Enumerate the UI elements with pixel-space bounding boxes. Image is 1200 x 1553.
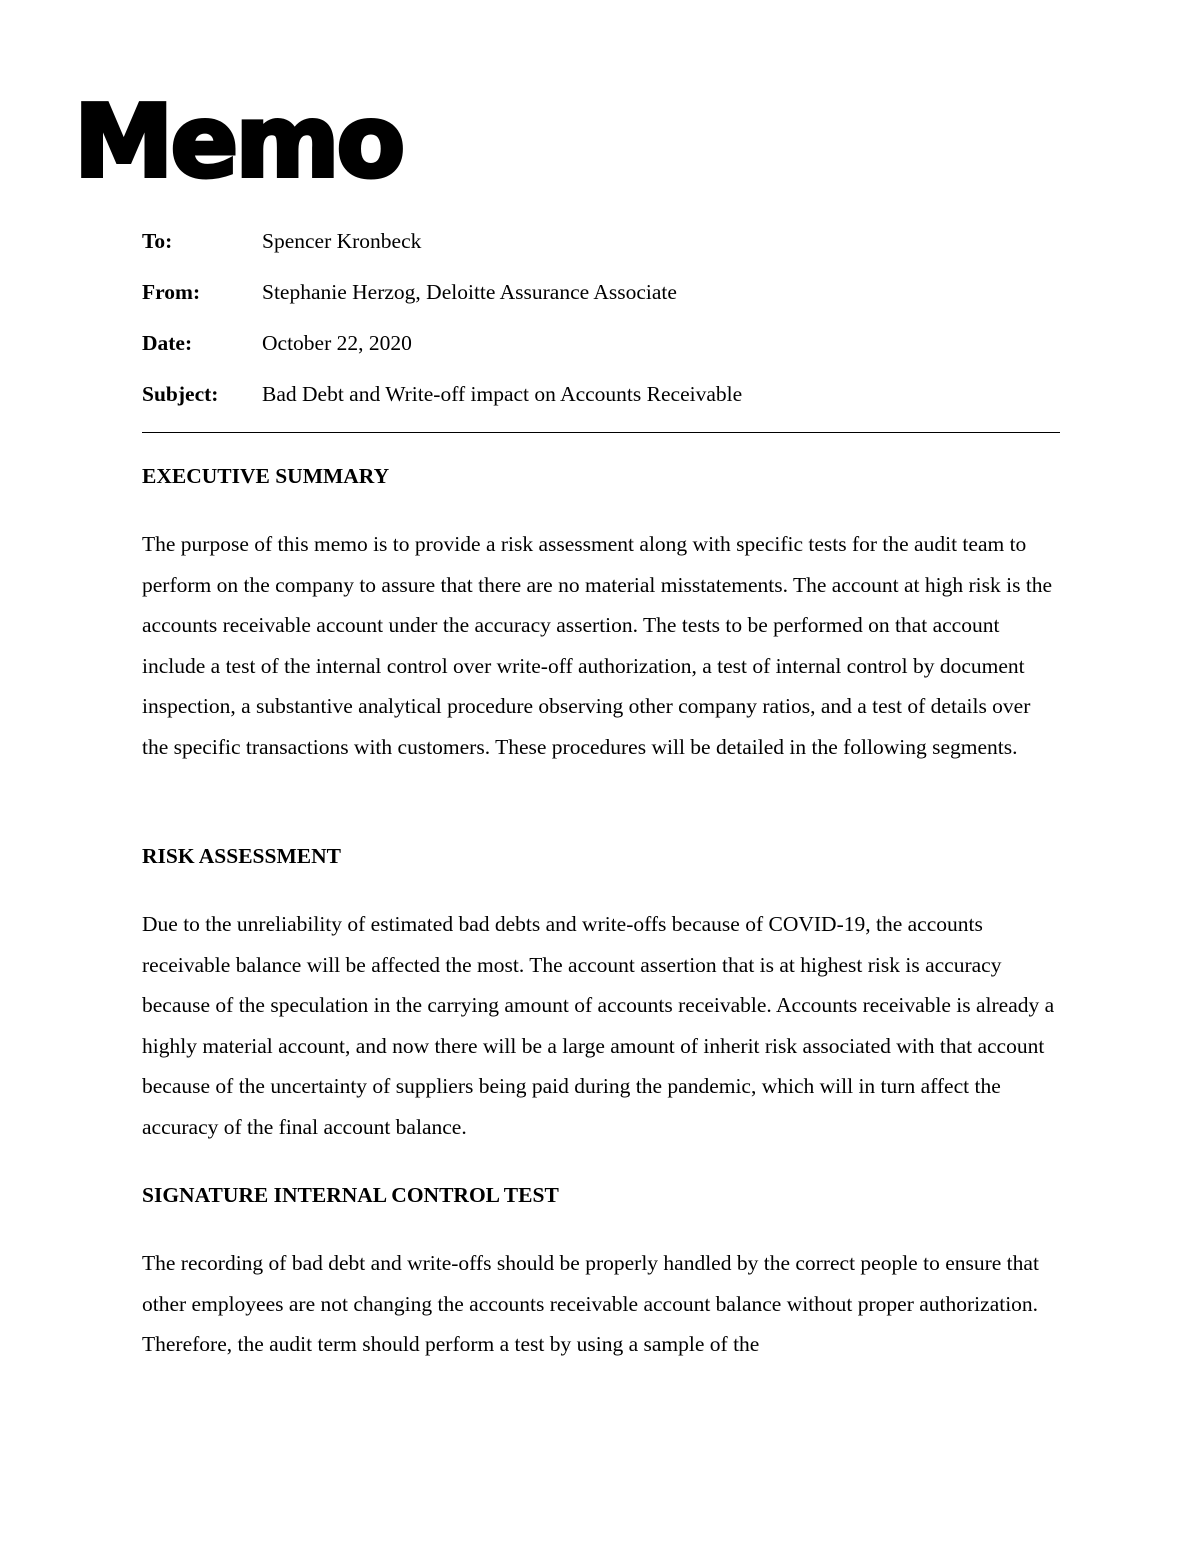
header-row-from — [142, 275, 1060, 326]
from-label: From: — [142, 280, 201, 304]
section-heading-executive-summary: EXECUTIVE SUMMARY — [142, 464, 390, 488]
to-value: Spencer Kronbeck — [262, 229, 422, 253]
header-row-subject — [142, 377, 1060, 428]
memo-header — [142, 224, 1060, 428]
from-value: Stephanie Herzog, Deloitte Assurance Associate — [262, 280, 677, 304]
date-label: Date: — [142, 331, 193, 355]
section-body-executive-summary: The purpose of this memo is to provide a risk assessment along with specific tests for the audit team to perform on the company to assure that there are no material misstatements. The account at high risk is the accounts receivable account under the accuracy assertion. The tests to be performed on that account include a test of the internal control over write-off authorization, a test of internal control by document inspection, a substantive analytical procedure observing other company ratios, and a test of details over the specific transactions with customers. These procedures will be detailed in the following segments. — [142, 532, 1053, 759]
header-row-to — [142, 224, 1060, 275]
memo-title: Memo — [74, 83, 403, 200]
header-row-date — [142, 326, 1060, 377]
section-heading-signature-internal-control-test: SIGNATURE INTERNAL CONTROL TEST — [142, 1183, 559, 1207]
section-body-risk-assessment: Due to the unreliability of estimated bad debts and write-offs because of COVID-19, the accounts receivable balance will be affected the most. The account assertion that is at highest risk is accuracy because of the speculation in the carrying amount of accounts receivable. Accounts receivable is already a highly material account, and now there will be a large amount of inherit risk associated with that account because of the uncertainty of suppliers being paid during the pandemic, which will in turn affect the accuracy of the final account balance. — [142, 912, 1055, 1139]
date-value: October 22, 2020 — [262, 331, 412, 355]
subject-value: Bad Debt and Write-off impact on Accounts Receivable — [262, 382, 743, 406]
section-body-signature-internal-control-test: The recording of bad debt and write-offs should be properly handled by the correct people to ensure that other employees are not changing the accounts receivable account balance without proper authorization. Therefore, the audit term should perform a test by using a sample of the — [142, 1251, 1039, 1357]
to-label: To: — [142, 229, 173, 253]
section-heading-risk-assessment: RISK ASSESSMENT — [142, 844, 341, 868]
subject-label: Subject: — [142, 382, 219, 406]
header-divider — [142, 432, 1060, 433]
